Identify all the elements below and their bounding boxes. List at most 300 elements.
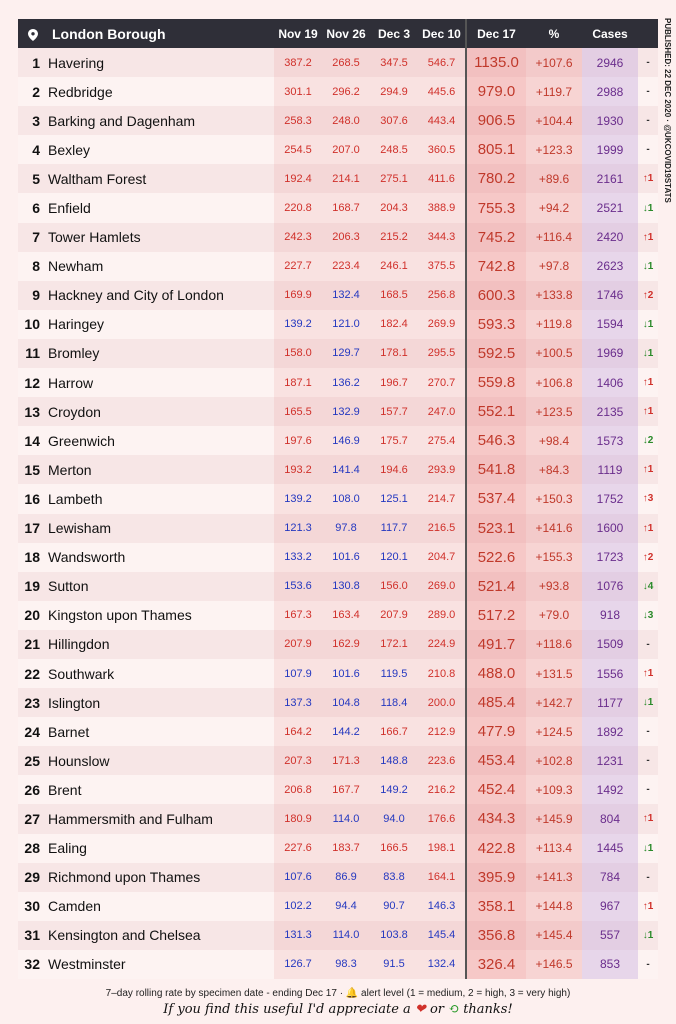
rate-dec3: 204.3	[370, 193, 418, 222]
borough-name: Tower Hamlets	[48, 229, 141, 246]
cases-count: 1969	[582, 339, 638, 368]
pct-change: +123.5	[526, 397, 582, 426]
alert-change: ↑1	[642, 406, 654, 418]
rate-nov26: 167.7	[322, 775, 370, 804]
table-row	[18, 804, 658, 833]
table-row	[18, 135, 658, 164]
rank-cell: 9	[32, 287, 40, 304]
rate-dec3: 294.9	[370, 77, 418, 106]
alert-change: ↓4	[642, 580, 654, 592]
cases-count: 1752	[582, 484, 638, 513]
rate-dec10: 269.0	[418, 572, 466, 601]
cases-count: 1594	[582, 310, 638, 339]
header-alert	[638, 19, 658, 48]
table-row	[18, 77, 658, 106]
alert-change: -	[646, 784, 650, 796]
rate-nov26: 108.0	[322, 484, 370, 513]
rate-dec3: 275.1	[370, 164, 418, 193]
borough-name: Merton	[48, 461, 92, 478]
pct-change: +155.3	[526, 543, 582, 572]
rank-cell: 32	[24, 956, 40, 973]
thanks-mid: or	[429, 1002, 445, 1017]
rank-cell: 17	[24, 520, 40, 537]
rate-dec10: 411.6	[418, 164, 466, 193]
rank-cell: 13	[24, 403, 40, 420]
rate-dec10: 216.5	[418, 514, 466, 543]
table-row	[18, 543, 658, 572]
borough-name: Bromley	[48, 345, 100, 362]
rank-cell: 3	[32, 112, 40, 129]
pct-change: +106.8	[526, 368, 582, 397]
side-label	[664, 18, 676, 218]
alert-change: ↓3	[642, 609, 654, 621]
borough-name: Haringey	[48, 316, 105, 333]
alert-change: ↑1	[642, 464, 654, 476]
rate-dec3: 178.1	[370, 339, 418, 368]
rate-nov19: 192.4	[274, 164, 322, 193]
thanks-pre: If you find this useful I'd appreciate a	[163, 1002, 411, 1017]
cases-count: 967	[582, 892, 638, 921]
alert-change: ↑1	[642, 900, 654, 912]
cases-count: 1600	[582, 514, 638, 543]
rate-dec17: 422.8	[466, 834, 526, 863]
borough-name: Kensington and Chelsea	[48, 927, 201, 944]
table-row	[18, 514, 658, 543]
table-row	[18, 630, 658, 659]
header-row	[18, 19, 658, 48]
alert-change: -	[646, 958, 650, 970]
rate-nov26: 223.4	[322, 252, 370, 281]
pct-change: +119.8	[526, 310, 582, 339]
rate-dec3: 90.7	[370, 892, 418, 921]
pct-change: +102.8	[526, 746, 582, 775]
header-dec10: Dec 10	[418, 19, 466, 48]
pct-change: +131.5	[526, 659, 582, 688]
cases-count: 1119	[582, 455, 638, 484]
table-row	[18, 193, 658, 222]
rate-dec17: 552.1	[466, 397, 526, 426]
retweet-icon: ⟲	[448, 1002, 460, 1017]
rate-dec3: 156.0	[370, 572, 418, 601]
rate-dec3: 118.4	[370, 688, 418, 717]
table-container	[18, 19, 658, 979]
rate-dec3: 91.5	[370, 950, 418, 979]
alert-change: ↑1	[642, 231, 654, 243]
borough-name: Hackney and City of London	[48, 287, 224, 304]
borough-name: Harrow	[48, 374, 94, 391]
rate-nov19: 139.2	[274, 484, 322, 513]
table-row	[18, 746, 658, 775]
cases-count: 1177	[582, 688, 638, 717]
rate-dec17: 356.8	[466, 921, 526, 950]
rate-dec3: 347.5	[370, 48, 418, 77]
borough-name: Redbridge	[48, 83, 113, 100]
cases-count: 784	[582, 863, 638, 892]
rate-dec10: 214.7	[418, 484, 466, 513]
rate-nov26: 163.4	[322, 601, 370, 630]
alert-change: ↑3	[642, 493, 654, 505]
rate-nov19: 158.0	[274, 339, 322, 368]
rate-dec3: 196.7	[370, 368, 418, 397]
rate-dec3: 119.5	[370, 659, 418, 688]
table-row	[18, 106, 658, 135]
pct-change: +150.3	[526, 484, 582, 513]
rate-nov19: 258.3	[274, 106, 322, 135]
rate-nov19: 180.9	[274, 804, 322, 833]
pct-change: +98.4	[526, 426, 582, 455]
cases-count: 853	[582, 950, 638, 979]
rank-cell: 1	[32, 54, 40, 71]
rate-dec10: 360.5	[418, 135, 466, 164]
rate-dec17: 979.0	[466, 77, 526, 106]
pct-change: +142.7	[526, 688, 582, 717]
alert-change: -	[646, 755, 650, 767]
borough-name: Waltham Forest	[48, 170, 147, 187]
table-row	[18, 863, 658, 892]
rate-dec10: 200.0	[418, 688, 466, 717]
header-borough	[18, 19, 274, 48]
rate-dec10: 204.7	[418, 543, 466, 572]
rate-dec17: 491.7	[466, 630, 526, 659]
table-row	[18, 950, 658, 979]
header-cases: Cases	[582, 19, 638, 48]
alert-change: ↑1	[642, 668, 654, 680]
rate-dec10: 210.8	[418, 659, 466, 688]
rate-dec17: 1135.0	[466, 48, 526, 77]
pct-change: +89.6	[526, 164, 582, 193]
cases-count: 1746	[582, 281, 638, 310]
table-row	[18, 892, 658, 921]
rate-nov19: 220.8	[274, 193, 322, 222]
rate-nov19: 121.3	[274, 514, 322, 543]
rate-nov19: 139.2	[274, 310, 322, 339]
alert-change: ↑2	[642, 289, 654, 301]
rate-nov26: 132.4	[322, 281, 370, 310]
rate-nov26: 132.9	[322, 397, 370, 426]
table-row	[18, 717, 658, 746]
rate-dec3: 94.0	[370, 804, 418, 833]
borough-name: Havering	[48, 54, 105, 71]
rate-dec3: 175.7	[370, 426, 418, 455]
rank-cell: 27	[24, 810, 40, 827]
pct-change: +145.4	[526, 921, 582, 950]
cases-count: 557	[582, 921, 638, 950]
rate-dec17: 755.3	[466, 193, 526, 222]
rate-dec10: 289.0	[418, 601, 466, 630]
rate-dec10: 344.3	[418, 223, 466, 252]
alert-change: ↓1	[642, 697, 654, 709]
rate-dec3: 168.5	[370, 281, 418, 310]
borough-name: Wandsworth	[48, 549, 126, 566]
rate-nov19: 197.6	[274, 426, 322, 455]
rate-nov19: 227.7	[274, 252, 322, 281]
rate-dec10: 145.4	[418, 921, 466, 950]
borough-name: Lewisham	[48, 520, 112, 537]
table-row	[18, 310, 658, 339]
rate-nov26: 86.9	[322, 863, 370, 892]
pct-change: +124.5	[526, 717, 582, 746]
alert-change: ↑1	[642, 377, 654, 389]
rate-nov19: 207.3	[274, 746, 322, 775]
borough-name: Islington	[48, 694, 101, 711]
rate-dec3: 120.1	[370, 543, 418, 572]
table-row	[18, 368, 658, 397]
rate-dec17: 805.1	[466, 135, 526, 164]
table-row	[18, 48, 658, 77]
rank-cell: 8	[32, 258, 40, 275]
borough-name: Barking and Dagenham	[48, 112, 196, 129]
rate-dec3: 172.1	[370, 630, 418, 659]
rate-nov19: 387.2	[274, 48, 322, 77]
rate-nov19: 153.6	[274, 572, 322, 601]
thanks-post: thanks!	[463, 1002, 513, 1017]
rate-dec17: 395.9	[466, 863, 526, 892]
rank-cell: 4	[32, 141, 40, 158]
cases-count: 2946	[582, 48, 638, 77]
rank-cell: 22	[24, 665, 40, 682]
cases-count: 1999	[582, 135, 638, 164]
pct-change: +144.8	[526, 892, 582, 921]
rate-nov26: 183.7	[322, 834, 370, 863]
rank-cell: 2	[32, 83, 40, 100]
rate-dec17: 537.4	[466, 484, 526, 513]
header-dec17: Dec 17	[466, 19, 526, 48]
rate-dec17: 593.3	[466, 310, 526, 339]
rate-nov26: 206.3	[322, 223, 370, 252]
rank-cell: 12	[24, 374, 40, 391]
cases-count: 1492	[582, 775, 638, 804]
cases-count: 918	[582, 601, 638, 630]
borough-name: Southwark	[48, 665, 115, 682]
cases-count: 1076	[582, 572, 638, 601]
rate-nov19: 164.2	[274, 717, 322, 746]
alert-change: ↓1	[642, 260, 654, 272]
rate-dec3: 248.5	[370, 135, 418, 164]
rate-nov26: 114.0	[322, 804, 370, 833]
rate-nov26: 104.8	[322, 688, 370, 717]
alert-change: ↓1	[642, 347, 654, 359]
borough-table	[18, 19, 658, 979]
rank-cell: 14	[24, 432, 40, 449]
rate-nov26: 97.8	[322, 514, 370, 543]
rate-dec3: 103.8	[370, 921, 418, 950]
rate-nov26: 296.2	[322, 77, 370, 106]
cases-count: 1723	[582, 543, 638, 572]
rate-nov26: 144.2	[322, 717, 370, 746]
alert-change: -	[646, 57, 650, 69]
alert-change: -	[646, 871, 650, 883]
alert-change: ↓1	[642, 318, 654, 330]
rate-nov19: 169.9	[274, 281, 322, 310]
pct-change: +109.3	[526, 775, 582, 804]
rate-dec17: 485.4	[466, 688, 526, 717]
cases-count: 804	[582, 804, 638, 833]
table-row	[18, 426, 658, 455]
borough-name: Hillingdon	[48, 636, 110, 653]
pct-change: +145.9	[526, 804, 582, 833]
rate-nov19: 107.9	[274, 659, 322, 688]
pct-change: +100.5	[526, 339, 582, 368]
header-dec3: Dec 3	[370, 19, 418, 48]
rate-dec17: 600.3	[466, 281, 526, 310]
header-nov26: Nov 26	[322, 19, 370, 48]
rate-dec3: 148.8	[370, 746, 418, 775]
rate-nov26: 136.2	[322, 368, 370, 397]
borough-name: Enfield	[48, 200, 91, 217]
rate-dec17: 326.4	[466, 950, 526, 979]
rate-dec3: 307.6	[370, 106, 418, 135]
table-row	[18, 484, 658, 513]
rate-dec17: 358.1	[466, 892, 526, 921]
alert-change: -	[646, 638, 650, 650]
borough-name: Bexley	[48, 141, 91, 158]
alert-change: -	[646, 115, 650, 127]
rate-nov19: 126.7	[274, 950, 322, 979]
borough-name: Kingston upon Thames	[48, 607, 192, 624]
alert-change: ↓1	[642, 929, 654, 941]
alert-change: -	[646, 144, 650, 156]
cases-count: 1231	[582, 746, 638, 775]
borough-name: Hammersmith and Fulham	[48, 810, 213, 827]
rate-nov19: 167.3	[274, 601, 322, 630]
pct-change: +93.8	[526, 572, 582, 601]
header-nov19: Nov 19	[274, 19, 322, 48]
rate-dec3: 83.8	[370, 863, 418, 892]
rate-nov26: 248.0	[322, 106, 370, 135]
pct-change: +141.6	[526, 514, 582, 543]
rate-dec17: 906.5	[466, 106, 526, 135]
table-row	[18, 688, 658, 717]
rate-dec10: 164.1	[418, 863, 466, 892]
rank-cell: 29	[24, 869, 40, 886]
footer-note: 7–day rolling rate by specimen date - ending Dec 17 · 🔔 alert level (1 = medium, 2 = high, 3 = very high)	[105, 988, 571, 999]
rate-nov26: 98.3	[322, 950, 370, 979]
alert-change: ↑1	[642, 813, 654, 825]
rate-dec3: 117.7	[370, 514, 418, 543]
table-row	[18, 339, 658, 368]
footer-thanks	[0, 1002, 676, 1017]
table-row	[18, 921, 658, 950]
pct-change: +118.6	[526, 630, 582, 659]
table-row	[18, 601, 658, 630]
cases-count: 2135	[582, 397, 638, 426]
table-row	[18, 252, 658, 281]
rate-nov26: 214.1	[322, 164, 370, 193]
rank-cell: 19	[24, 578, 40, 595]
alert-change: -	[646, 86, 650, 98]
rate-nov26: 168.7	[322, 193, 370, 222]
rate-dec3: 125.1	[370, 484, 418, 513]
rate-dec17: 477.9	[466, 717, 526, 746]
table-row	[18, 223, 658, 252]
rate-nov26: 101.6	[322, 543, 370, 572]
table-row	[18, 572, 658, 601]
rate-dec3: 166.5	[370, 834, 418, 863]
rate-dec3: 215.2	[370, 223, 418, 252]
rate-dec17: 742.8	[466, 252, 526, 281]
heart-icon: ❤	[414, 1002, 426, 1017]
rate-nov26: 130.8	[322, 572, 370, 601]
table-row	[18, 281, 658, 310]
pct-change: +113.4	[526, 834, 582, 863]
rate-dec17: 523.1	[466, 514, 526, 543]
pct-change: +97.8	[526, 252, 582, 281]
rate-nov26: 101.6	[322, 659, 370, 688]
rank-cell: 16	[24, 490, 40, 507]
pct-change: +84.3	[526, 455, 582, 484]
rate-nov19: 227.6	[274, 834, 322, 863]
publish-label: PUBLISHED: 22 DEC 2020 · @UKCOVID19STATS	[663, 18, 672, 203]
rate-nov26: 207.0	[322, 135, 370, 164]
pct-change: +146.5	[526, 950, 582, 979]
rate-dec10: 216.2	[418, 775, 466, 804]
cases-count: 1509	[582, 630, 638, 659]
pct-change: +107.6	[526, 48, 582, 77]
alert-change: ↓1	[642, 842, 654, 854]
rate-nov19: 137.3	[274, 688, 322, 717]
alert-change: ↑1	[642, 173, 654, 185]
rate-nov19: 107.6	[274, 863, 322, 892]
rate-dec10: 223.6	[418, 746, 466, 775]
table-row	[18, 164, 658, 193]
borough-name: Westminster	[48, 956, 126, 973]
rate-dec10: 224.9	[418, 630, 466, 659]
rate-dec10: 247.0	[418, 397, 466, 426]
rate-nov26: 146.9	[322, 426, 370, 455]
rate-dec3: 182.4	[370, 310, 418, 339]
rank-cell: 20	[24, 607, 40, 624]
rate-nov19: 193.2	[274, 455, 322, 484]
rate-nov19: 206.8	[274, 775, 322, 804]
borough-name: Ealing	[48, 840, 87, 857]
rank-cell: 5	[32, 170, 40, 187]
rate-dec17: 541.8	[466, 455, 526, 484]
rank-cell: 21	[24, 636, 40, 653]
table-row	[18, 775, 658, 804]
rank-cell: 26	[24, 781, 40, 798]
rate-nov26: 121.0	[322, 310, 370, 339]
rate-dec10: 132.4	[418, 950, 466, 979]
cases-count: 1556	[582, 659, 638, 688]
rank-cell: 11	[25, 345, 40, 362]
rate-dec17: 745.2	[466, 223, 526, 252]
rate-dec10: 388.9	[418, 193, 466, 222]
borough-name: Camden	[48, 898, 101, 915]
header-title: London Borough	[52, 25, 166, 42]
rate-nov19: 102.2	[274, 892, 322, 921]
rate-dec10: 293.9	[418, 455, 466, 484]
rate-nov19: 242.3	[274, 223, 322, 252]
rate-dec17: 521.4	[466, 572, 526, 601]
rate-nov19: 207.9	[274, 630, 322, 659]
borough-name: Croydon	[48, 403, 101, 420]
rank-cell: 23	[24, 694, 40, 711]
pct-change: +123.3	[526, 135, 582, 164]
cases-count: 2623	[582, 252, 638, 281]
rate-dec17: 546.3	[466, 426, 526, 455]
pct-change: +141.3	[526, 863, 582, 892]
rank-cell: 18	[24, 549, 40, 566]
pct-change: +94.2	[526, 193, 582, 222]
rank-cell: 25	[24, 752, 40, 769]
rate-dec17: 559.8	[466, 368, 526, 397]
rate-nov26: 141.4	[322, 455, 370, 484]
rate-dec10: 256.8	[418, 281, 466, 310]
rate-dec10: 176.6	[418, 804, 466, 833]
table-row	[18, 834, 658, 863]
location-pin-icon	[28, 29, 38, 41]
cases-count: 1573	[582, 426, 638, 455]
